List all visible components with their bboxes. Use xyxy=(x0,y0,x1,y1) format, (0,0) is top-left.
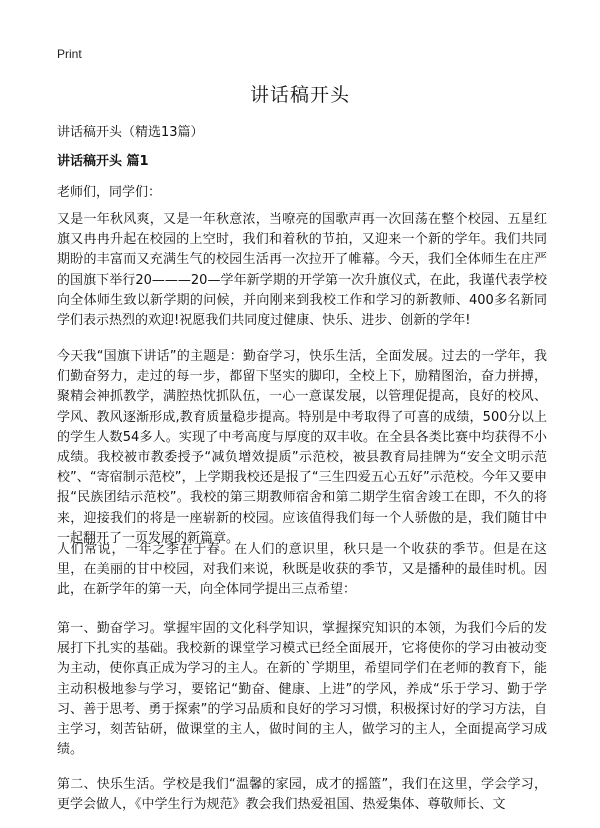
paragraph-4: 第一、勤奋学习。掌握牢固的文化科学知识，掌握探究知识的本领，为我们今后的发展打下扎实的基础。我校新的课堂学习模式已经全面展开，它将使你的学习由被动变为主动，使你真正成为学习的主人。在新的`学期里，希望同学们在老师的教育下，能主动积极地参与学习，要铭记“勤奋、健康、上进”的学风，养成“乐于学习、勤于学习、善于思考、勇于探索”的学习品质和良好的学习习惯，积极探讨好的学习方法，自主学习，刻苦钻研，做课堂的主人，做时间的主人，做学习的主人，全面提高学习成绩。 xyxy=(57,621,547,758)
paragraph-1: 又是一年秋风爽，又是一年秋意浓，当嘹亮的国歌声再一次回荡在整个校园、五星红旗又冉冉升起在校园的上空时，我们和着秋的节拍，又迎来一个新的学年。我们共同期盼的丰富而又充满生气的校园生活再一次拉开了帷幕。今天，我们全体师生在庄严的国旗下举行20———20—学年新学期的开学第一次升旗仪式，在此，我谨代表学校向全体师生致以新学期的问候，并向刚来到我校工作和学习的新教师、400多名新同学们表示热烈的欢迎!祝愿我们共同度过健康、快乐、进步、创新的学年! xyxy=(57,212,547,329)
paragraph-3: 人们常说，一年之季在于春。在人们的意识里，秋只是一个收获的季节。但是在这里，在美丽的甘中校园，对我们来说，秋既是收获的季节，又是播种的最佳时机。因此，在新学年的第一天，向全体同学提出三点希望： xyxy=(57,542,547,598)
paragraph-5: 第二、快乐生活。学校是我们“温馨的家园，成才的摇篮”，我们在这里，学会学习，更学会做人，《中学生行为规范》教会我们热爱祖国、热爱集体、尊敬师长、文 xyxy=(57,777,547,813)
print-label[interactable]: Print xyxy=(57,47,82,61)
document-subtitle: 讲话稿开头（精选13篇） xyxy=(57,125,204,140)
greeting-line: 老师们，同学们： xyxy=(57,185,162,200)
paragraph-2: 今天我“国旗下讲话”的主题是：勤奋学习，快乐生活，全面发展。过去的一学年，我们勤奋努力，走过的每一步，都留下坚实的脚印，全校上下，励精图治，奋力拼搏，聚精会神抓教学，满腔热忱抓队伍，一心一意谋发展，以管理促提高，良好的校风、学风、教风逐渐形成,教育质量稳步提高。特别是中考取得了可喜的成绩，500分以上的学生人数54多人。实现了中考高度与厚度的双丰收。在全县各类比赛中均获得不小成绩。我校被市教委授予“减负增效提质”示范校，被县教育局挂牌为“安全文明示范校”、“寄宿制示范校”，上学期我校还是报了“三生四爱五心五好”示范校。今年又要申报“民族团结示范校”。我校的第三期教师宿舍和第二期学生宿舍竣工在即，不久的将来，迎接我们的将是一座崭新的校园。应该值得我们每一个人骄傲的是，我们随甘中一起翻开了一页发展的新篇章。 xyxy=(57,349,547,546)
section-heading: 讲话稿开头 篇1 xyxy=(57,154,149,169)
page-title: 讲话稿开头 xyxy=(249,84,350,106)
